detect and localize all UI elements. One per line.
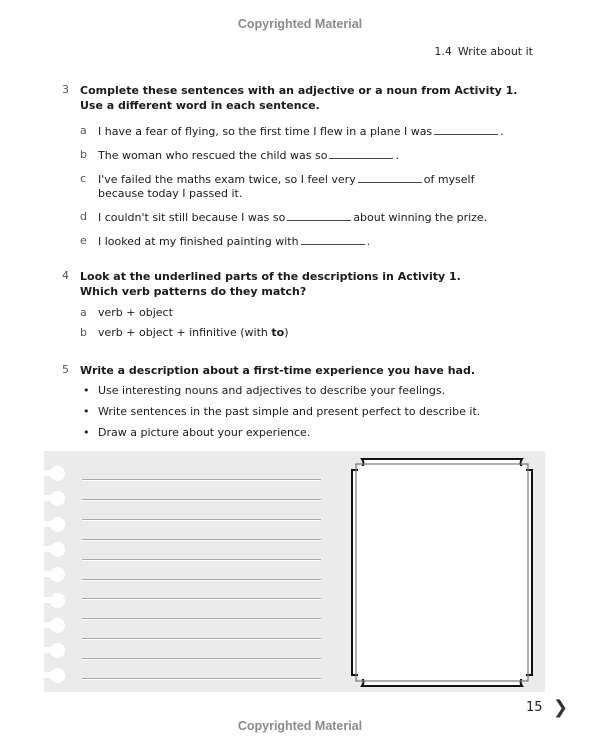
item-text-bold: to [271, 326, 285, 339]
copyright-watermark-bottom: Copyrighted Material [237, 719, 363, 733]
writing-line[interactable] [82, 499, 321, 501]
answer-blank[interactable] [287, 210, 351, 221]
item-text: The woman who rescued the child was so [98, 149, 328, 162]
item-text: verb + object + infinitive (with [98, 326, 272, 339]
item-text: I couldn't sit still because I was so [98, 211, 286, 224]
question-instruction [80, 83, 542, 113]
bullet-icon: • [83, 426, 90, 439]
item-text: about winning the prize. [353, 211, 488, 224]
exercise-item [80, 210, 542, 225]
item-letter: a [80, 124, 87, 137]
question-5 [62, 363, 542, 440]
bullet-text: Write sentences in the past simple and present perfect to describe it. [98, 405, 481, 418]
instruction-line: Complete these sentences with an adjective or a noun from Activity 1. [80, 84, 518, 97]
bullet-icon: • [83, 405, 90, 418]
binder-hole [50, 542, 65, 557]
writing-line[interactable] [82, 559, 321, 561]
item-letter: b [80, 148, 87, 161]
item-letter: a [80, 306, 87, 319]
exercise-item [80, 124, 542, 139]
instruction-line: Look at the underlined parts of the descriptions in Activity 1. [80, 270, 461, 283]
section-title: Write about it [457, 45, 533, 58]
section-number: 1.4 [434, 45, 452, 58]
writing-line[interactable] [82, 638, 321, 640]
binder-hole [50, 668, 65, 683]
item-letter: d [80, 210, 87, 223]
answer-blank[interactable] [329, 148, 393, 159]
item-text: . [500, 125, 504, 138]
writing-line[interactable] [82, 598, 321, 600]
binder-hole [50, 491, 65, 506]
question-4 [62, 269, 542, 340]
binder-hole [50, 466, 65, 481]
exercise-item [80, 172, 518, 201]
writing-line[interactable] [82, 618, 321, 620]
writing-line[interactable] [82, 579, 321, 581]
bullet-item [80, 405, 542, 419]
item-letter: e [80, 234, 87, 247]
section-heading [434, 45, 533, 58]
binder-hole [50, 567, 65, 582]
exercise-item [80, 306, 542, 320]
bullet-icon: • [83, 384, 90, 397]
exercise-item [80, 148, 542, 163]
answer-blank[interactable] [358, 172, 422, 183]
exercise-item [80, 234, 542, 249]
instruction-line: Which verb patterns do they match? [80, 285, 307, 298]
item-text: of myself because today I passed it. [98, 173, 475, 200]
answer-blank[interactable] [434, 124, 498, 135]
bullet-item [80, 426, 542, 440]
writing-line[interactable] [82, 658, 321, 660]
answer-blank[interactable] [301, 234, 365, 245]
writing-line[interactable] [82, 539, 321, 541]
chevron-right-icon[interactable]: ❯ [553, 697, 569, 718]
bullet-text: Use interesting nouns and adjectives to describe your feelings. [98, 384, 446, 397]
question-instruction [80, 269, 542, 299]
item-text: . [366, 235, 371, 248]
bullet-text: Draw a picture about your experience. [98, 426, 311, 439]
writing-line[interactable] [82, 678, 321, 680]
item-letter: c [80, 172, 87, 185]
exercise-item [80, 326, 542, 340]
writing-line[interactable] [82, 479, 321, 481]
binder-hole [50, 593, 65, 608]
item-text: I've failed the maths exam twice, so I feel very [98, 173, 356, 186]
item-text: verb + object [98, 306, 173, 319]
copyright-watermark-top: Copyrighted Material [237, 17, 363, 31]
binder-hole [50, 517, 65, 532]
question-number: 4 [62, 269, 69, 282]
page-number: 15 [526, 700, 543, 715]
question-number: 3 [62, 83, 69, 96]
binder-hole [50, 643, 65, 658]
item-text: I have a fear of flying, so the first time I flew in a plane I was [98, 125, 433, 138]
binder-hole [50, 618, 65, 633]
bullet-item [80, 384, 542, 398]
writing-area [44, 451, 545, 692]
question-instruction: Write a description about a first-time experience you have had. [80, 364, 476, 377]
binder-hole [50, 694, 65, 709]
writing-line[interactable] [82, 519, 321, 521]
item-text: . [395, 149, 399, 162]
picture-frame[interactable] [350, 457, 534, 688]
instruction-line: Use a different word in each sentence. [80, 99, 320, 112]
question-number: 5 [62, 363, 69, 376]
item-letter: b [80, 326, 87, 339]
item-text: ) [284, 326, 289, 339]
item-text: I looked at my finished painting with [98, 235, 299, 248]
question-3 [62, 83, 542, 249]
